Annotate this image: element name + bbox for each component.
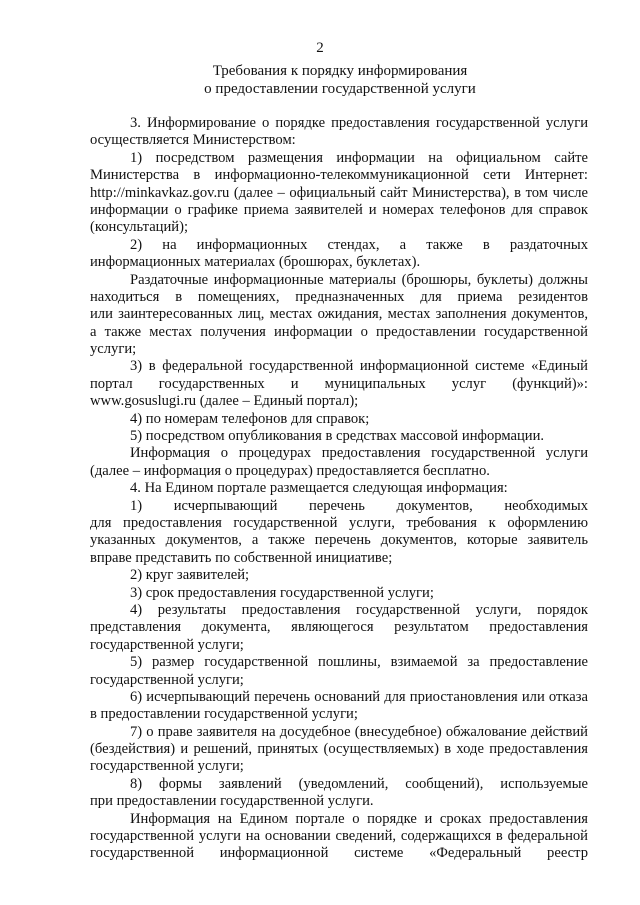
text-line: государственной услуги на основании сведений, содержащихся в федеральной [90,828,588,845]
text-line: вправе представить по собственной инициативе; [90,549,393,566]
text-line: Раздаточные информационные материалы (брошюры, буклеты) должны [130,271,588,288]
document-body [90,115,588,863]
text-line: при предоставлении государственной услуги. [90,793,374,810]
text-line: 1) исчерпывающий перечень документов, необходимых [130,497,588,514]
text-line: 4) результаты предоставления государственной услуги, порядок [130,601,588,618]
text-line: представления документа, являющегося результатом предоставления [90,619,588,636]
text-line: 2) круг заявителей; [130,567,250,584]
text-line: 2) на информационных стендах, а также в раздаточных [130,236,588,253]
text-line: государственной услуги; [90,671,244,688]
text-line: www.gosuslugi.ru (далее – Единый портал); [90,393,359,410]
text-line: (далее – информация о процедурах) предоставляется бесплатно. [90,462,490,479]
section-title-line: о предоставлении государственной услуги [204,81,476,97]
text-line: информации о графике приема заявителей и номерах телефонов для справок [90,201,588,218]
text-line: 5) размер государственной пошлины, взимаемой за предоставление [130,654,588,671]
text-line: Информация на Едином портале о порядке и сроках предоставления [130,810,588,827]
text-line: 4) по номерам телефонов для справок; [130,410,370,427]
section-title-line: Требования к порядку информирования [212,63,468,79]
text-line: в предоставлении государственной услуги; [90,706,358,723]
section-title [90,62,590,98]
text-line: государственной услуги; [90,758,244,775]
text-line: 4. На Едином портале размещается следующая информация: [130,480,508,497]
text-line: 3) срок предоставления государственной услуги; [130,584,434,601]
text-line: находиться в помещениях, предназначенных для приема резидентов [90,288,588,305]
text-line: (бездействия) и решений, принятых (осуществляемых) в ходе предоставления [90,741,588,758]
text-line: Информация о процедурах предоставления государственной услуги [130,445,588,462]
text-line: 1) посредством размещения информации на официальном сайте [130,149,588,166]
text-line: http://minkavkaz.gov.ru (далее – официальный сайт Министерства), в том числе [90,184,588,201]
text-line: а также местах получения информации о предоставлении государственной [90,323,588,340]
page-number: 2 [316,40,324,56]
text-line: государственной информационной системе «Федеральный реестр [90,845,588,862]
text-line: информационных материалах (брошюрах, буклетах). [90,254,421,271]
text-line: 8) формы заявлений (уведомлений, сообщений), используемые [130,775,588,792]
text-line: 6) исчерпывающий перечень оснований для приостановления или отказа [130,688,588,705]
text-line: для предоставления государственной услуги, требования к оформлению [90,514,588,531]
text-line: 3. Информирование о порядке предоставления государственной услуги [130,115,588,131]
text-line: услуги; [90,341,137,358]
text-line: указанных документов, а также перечень документов, которые заявитель [90,532,588,549]
text-line: Министерства в информационно-телекоммуникационной сети Интернет: [90,167,588,184]
text-line: 5) посредством опубликования в средствах массовой информации. [130,428,545,445]
text-line: государственной услуги; [90,636,244,653]
text-line: или заинтересованных лиц, местах ожидания, местах заполнения документов, [90,306,588,323]
text-line: портал государственных и муниципальных услуг (функций)»: [90,375,588,392]
text-line: 3) в федеральной государственной информационной системе «Единый [130,358,588,375]
text-line: осуществляется Министерством: [90,132,296,149]
text-line: (консультаций); [90,219,189,236]
text-line: 7) о праве заявителя на досудебное (внесудебное) обжалование действий [130,723,588,740]
